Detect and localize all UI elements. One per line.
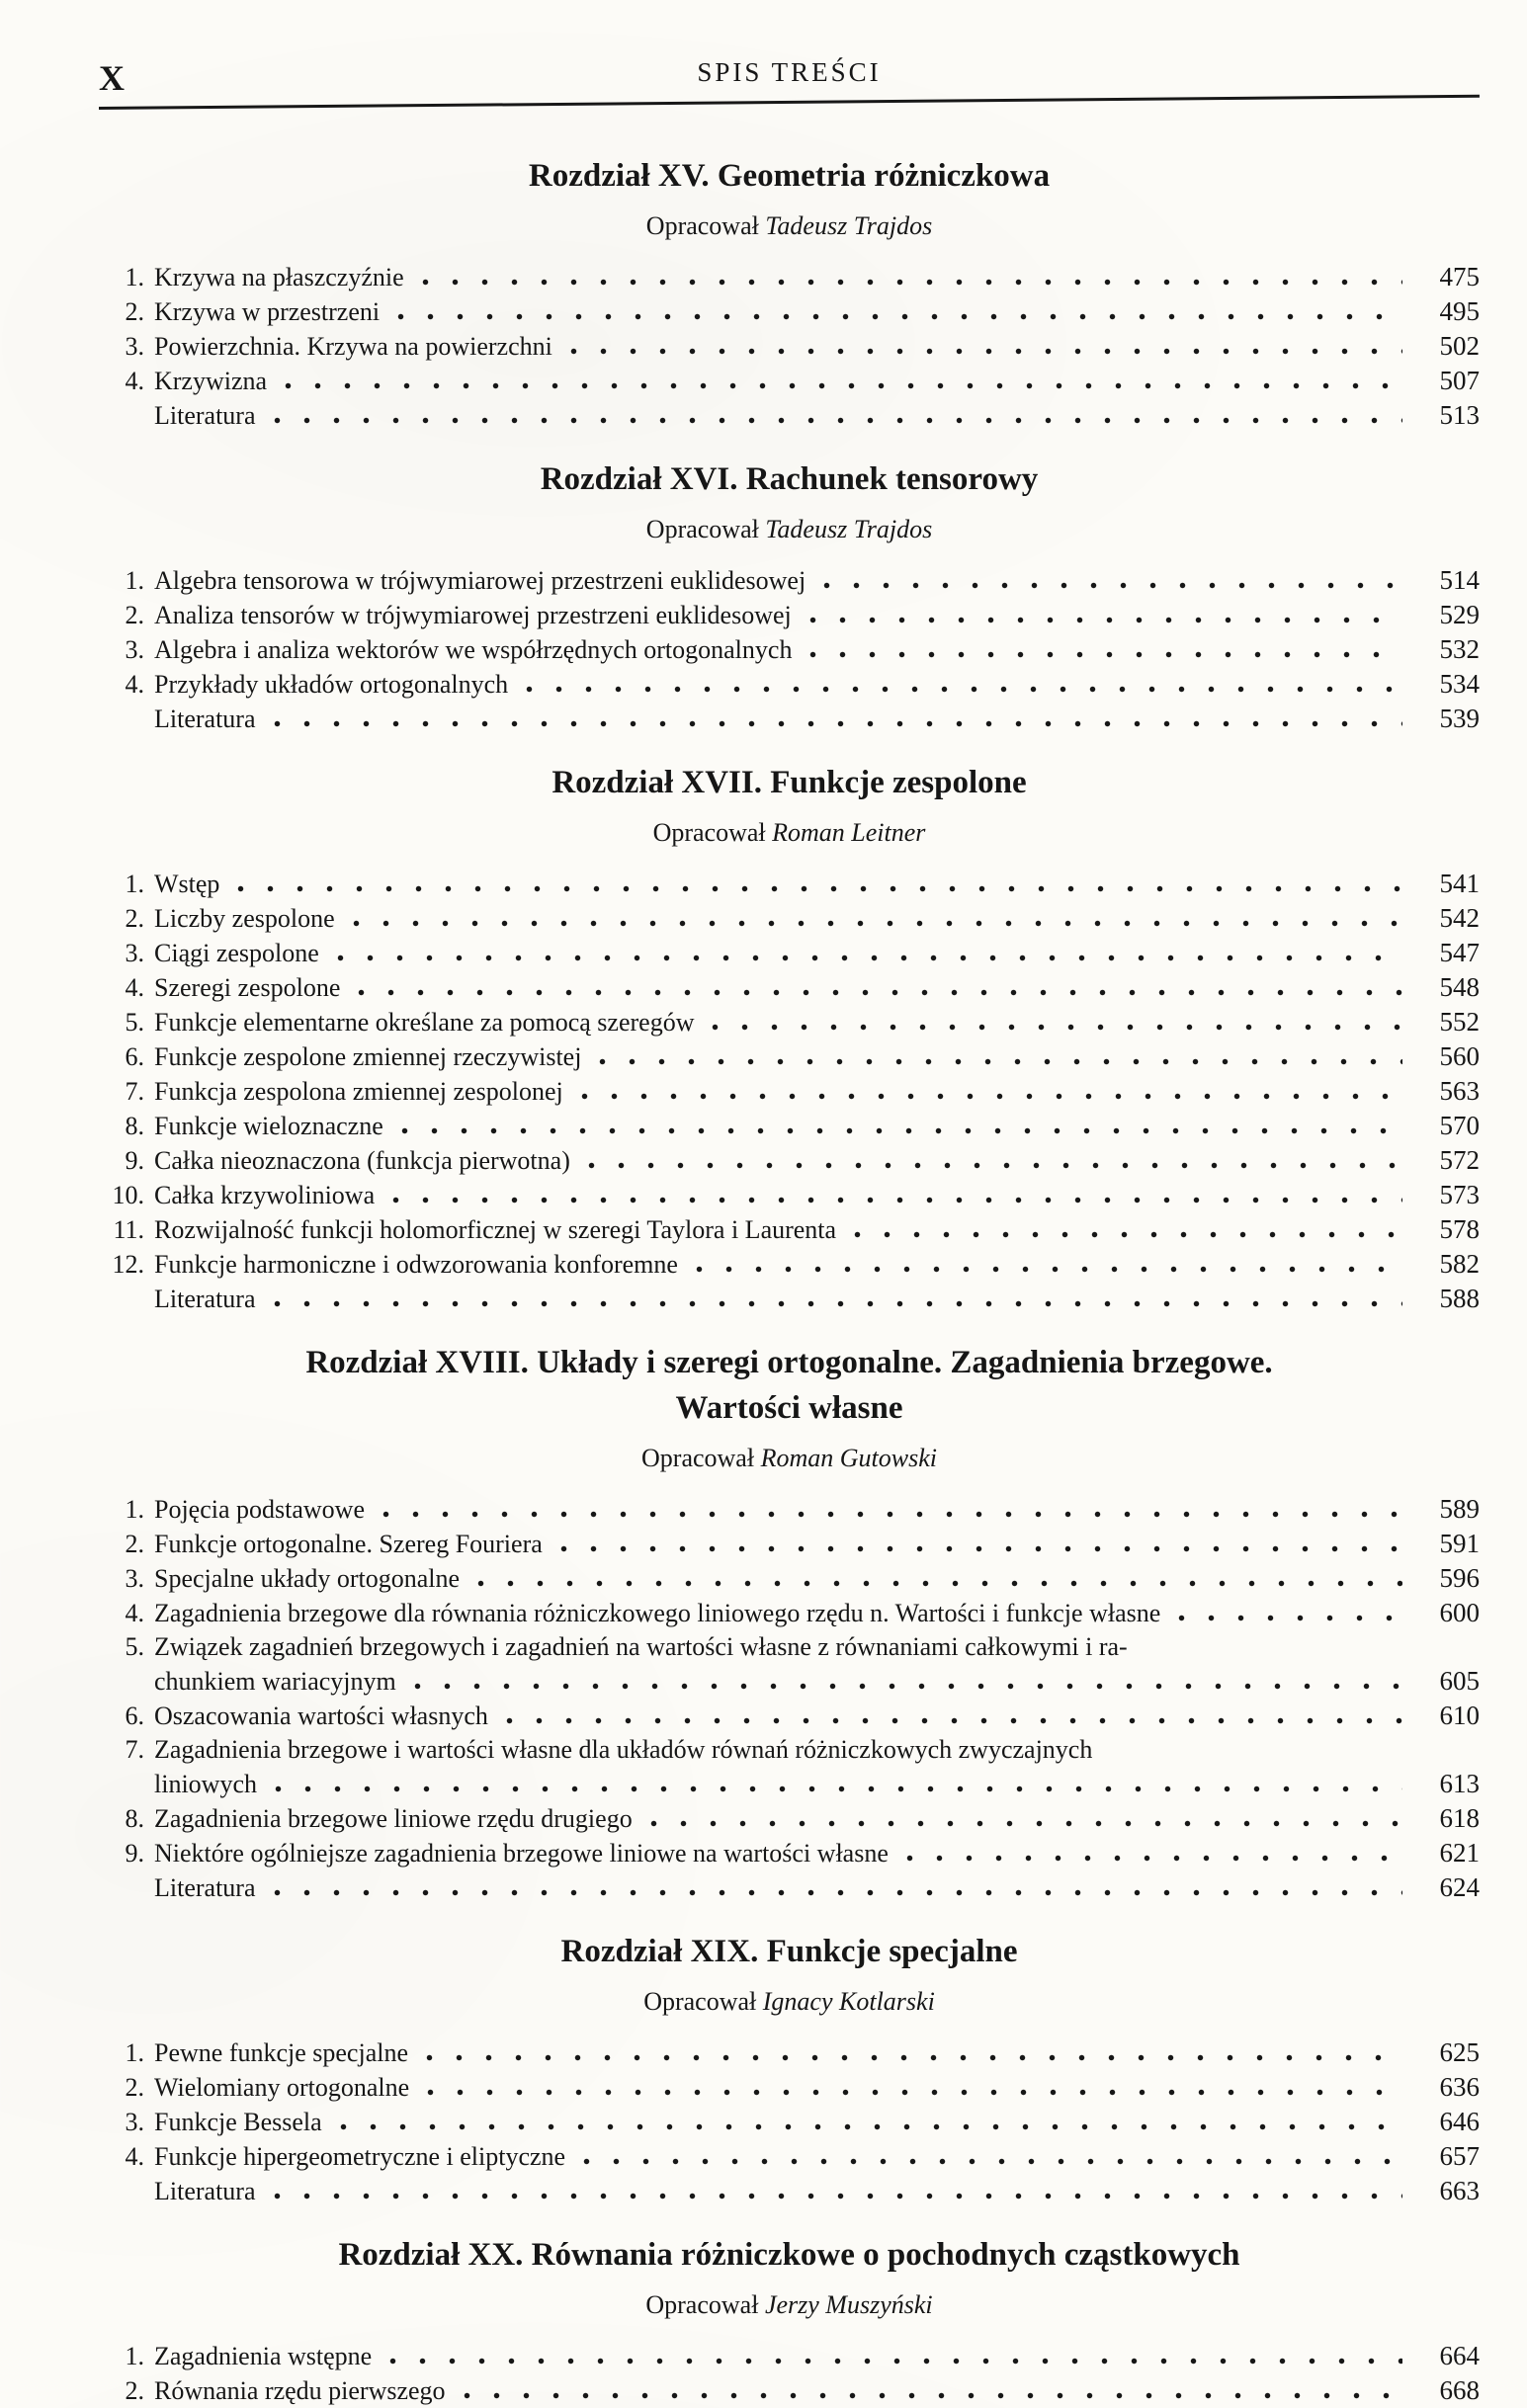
entry-title: Specjalne układy ortogonalne	[154, 1564, 461, 1593]
entry-page-number: 613	[1439, 1769, 1480, 1798]
author-prefix-label: Opracował	[645, 211, 766, 240]
dot-leader	[381, 1511, 1402, 1518]
entry-page-number: 591	[1439, 1529, 1480, 1558]
dot-leader	[395, 313, 1402, 320]
chapter-author	[99, 1987, 1480, 2017]
dot-leader	[283, 382, 1402, 389]
entry-page-number: 542	[1439, 903, 1480, 933]
entry-page-number: 573	[1439, 1180, 1480, 1209]
toc-entry-line	[99, 936, 1480, 970]
toc-entry	[99, 1801, 1480, 1836]
entry-title: Oszacowania wartości własnych	[154, 1702, 488, 1730]
entry-page-number: 657	[1439, 2141, 1480, 2171]
author-prefix-label: Opracował	[645, 515, 766, 543]
dot-leader	[1176, 1615, 1402, 1621]
entry-number: 4.	[125, 1599, 144, 1627]
entry-number: 8.	[125, 1112, 144, 1140]
entry-page-number: 618	[1439, 1803, 1480, 1833]
toc-entry	[99, 632, 1480, 667]
entry-number: 8.	[125, 1804, 144, 1833]
entry-title: Związek zagadnień brzegowych i zagadnień na wartości własne z równaniami całkowymi i ra-	[154, 1632, 1128, 1661]
toc-entry-line	[99, 867, 1480, 901]
entry-page-number: 495	[1439, 296, 1480, 326]
toc-entry-line	[99, 1801, 1480, 1836]
entry-title: Literatura	[154, 1873, 256, 1902]
toc-entry	[99, 1005, 1480, 1039]
entry-title: Funkcje elementarne określane za pomocą szeregów	[154, 1008, 695, 1037]
toc-entry-line	[99, 1596, 1480, 1630]
toc-entry	[99, 2373, 1480, 2408]
toc-entry-line	[99, 1074, 1480, 1109]
dot-leader	[475, 1580, 1402, 1587]
toc-entry-line	[99, 364, 1480, 398]
entry-title: Analiza tensorów w trójwymiarowej przestrzeni euklidesowej	[154, 601, 792, 629]
dot-leader	[420, 279, 1402, 286]
entry-page-number: 507	[1439, 366, 1480, 395]
entry-title: Liczby zespolone	[154, 904, 335, 933]
toc-entry-line	[99, 901, 1480, 936]
entry-number: 1.	[125, 566, 144, 595]
toc-entry-line	[99, 632, 1480, 667]
chapter-author	[99, 1444, 1480, 1473]
toc-entry-line	[99, 2174, 1480, 2208]
dot-leader	[586, 1162, 1402, 1169]
header-rule	[99, 95, 1480, 110]
author-name: Jerzy Muszyński	[764, 2290, 933, 2319]
chapter-entries	[99, 260, 1480, 433]
dot-leader	[710, 1024, 1402, 1031]
entry-title: Zagadnienia brzegowe i wartości własne dla układów równań różniczkowych zwyczajnych	[154, 1735, 1093, 1764]
entry-page-number: 600	[1439, 1598, 1480, 1627]
dot-leader	[581, 2158, 1402, 2165]
entry-page-number: 664	[1439, 2341, 1480, 2370]
entry-title: liniowych	[154, 1770, 257, 1798]
chapter-author	[99, 818, 1480, 848]
entry-page-number: 646	[1439, 2107, 1480, 2136]
entry-number: 1.	[125, 1495, 144, 1524]
page-header	[99, 51, 1480, 98]
entry-title: Całka nieoznaczona (funkcja pierwotna)	[154, 1146, 570, 1175]
chapter-title-line1: Rozdział XVII. Funkcje zespolone	[551, 765, 1027, 800]
dot-leader	[568, 348, 1402, 355]
author-name: Roman Leitner	[772, 818, 926, 847]
dot-leader	[524, 686, 1402, 693]
entry-title: Algebra i analiza wektorów we współrzędnych ortogonalnych	[154, 635, 793, 664]
dot-leader	[351, 920, 1402, 927]
entry-number: 2.	[125, 2376, 144, 2405]
dot-leader	[807, 651, 1402, 658]
dot-leader	[387, 2358, 1402, 2365]
chapter-author	[99, 515, 1480, 544]
entry-page-number: 563	[1439, 1076, 1480, 1106]
toc-entry-line	[99, 1039, 1480, 1074]
author-name: Tadeusz Trajdos	[765, 515, 933, 543]
entry-title: Funkcje zespolone zmiennej rzeczywistej	[154, 1042, 582, 1071]
entry-title: Literatura	[154, 705, 256, 733]
entry-number: 11.	[113, 1215, 144, 1244]
toc-entry	[99, 260, 1480, 294]
entry-number: 1.	[125, 263, 144, 291]
toc-entry-line	[99, 294, 1480, 329]
toc-entry	[99, 563, 1480, 598]
toc-entry-line	[99, 1212, 1480, 1247]
author-prefix-label: Opracował	[652, 818, 773, 847]
entry-page-number: 605	[1439, 1666, 1480, 1696]
entry-title: Literatura	[154, 401, 256, 430]
toc-entry	[99, 2174, 1480, 2208]
entry-title: Zagadnienia wstępne	[154, 2342, 373, 2370]
entry-number: 2.	[125, 1530, 144, 1558]
dot-leader	[273, 1785, 1402, 1792]
toc-entry	[99, 2339, 1480, 2373]
entry-title: chunkiem wariacyjnym	[154, 1667, 396, 1696]
toc-entry	[99, 1630, 1480, 1699]
toc-entry	[99, 901, 1480, 936]
chapters-list	[99, 153, 1480, 2408]
chapter-title	[99, 153, 1480, 199]
toc-entry-line	[99, 2035, 1480, 2070]
entry-number: 2.	[125, 2073, 144, 2102]
entry-page-number: 621	[1439, 1838, 1480, 1868]
dot-leader	[852, 1231, 1402, 1238]
toc-entry	[99, 1870, 1480, 1905]
entry-title: Powierzchnia. Krzywa na powierzchni	[154, 332, 552, 361]
running-head: SPIS TREŚCI	[697, 57, 882, 87]
entry-title: Szeregi zespolone	[154, 973, 341, 1002]
entry-number: 5.	[125, 1008, 144, 1037]
dot-leader	[462, 2392, 1402, 2399]
toc-entry-line	[99, 1109, 1480, 1143]
entry-title: Funkcje Bessela	[154, 2108, 322, 2136]
chapter-section	[99, 760, 1480, 1316]
toc-entry	[99, 970, 1480, 1005]
toc-entry-line	[99, 1143, 1480, 1178]
entry-title: Równania rzędu pierwszego	[154, 2376, 446, 2405]
dot-leader	[504, 1717, 1402, 1724]
toc-entry	[99, 702, 1480, 736]
entry-page-number: 578	[1439, 1214, 1480, 1244]
toc-entry	[99, 867, 1480, 901]
author-name: Roman Gutowski	[760, 1444, 937, 1472]
toc-entry-line	[99, 1767, 1480, 1801]
entry-number: 3.	[125, 635, 144, 664]
entry-number: 9.	[125, 1839, 144, 1868]
toc-entry-line	[99, 1699, 1480, 1733]
toc-entry	[99, 1109, 1480, 1143]
entry-page-number: 582	[1439, 1249, 1480, 1279]
entry-title: Wstęp	[154, 870, 220, 898]
toc-entry-line	[99, 2070, 1480, 2105]
entry-number: 3.	[125, 1564, 144, 1593]
entry-number: 3.	[125, 939, 144, 967]
entry-page-number: 475	[1439, 262, 1480, 291]
chapter-title	[99, 1340, 1480, 1431]
entry-page-number: 589	[1439, 1494, 1480, 1524]
entry-number: 1.	[125, 2038, 144, 2067]
chapter-title-line2: Wartości własne	[675, 1390, 903, 1426]
entry-title: Ciągi zespolone	[154, 939, 319, 967]
dot-leader	[904, 1855, 1402, 1862]
dot-leader	[558, 1545, 1402, 1552]
toc-entry-line	[99, 2139, 1480, 2174]
toc-entry	[99, 936, 1480, 970]
toc-entry-line	[99, 667, 1480, 702]
entry-page-number: 668	[1439, 2375, 1480, 2405]
entry-title: Pojęcia podstawowe	[154, 1495, 366, 1524]
chapter-author	[99, 2290, 1480, 2320]
entry-page-number: 560	[1439, 1041, 1480, 1071]
author-name: Tadeusz Trajdos	[765, 211, 933, 240]
chapter-title-line1: Rozdział XIX. Funkcje specjalne	[560, 1934, 1018, 1969]
toc-entry-line	[99, 1561, 1480, 1596]
entry-title: Przykłady układów ortogonalnych	[154, 670, 509, 699]
chapter-section	[99, 1340, 1480, 1905]
toc-entry-line	[99, 398, 1480, 433]
chapter-title-line1: Rozdział XVI. Rachunek tensorowy	[540, 461, 1039, 497]
toc-entry	[99, 1074, 1480, 1109]
chapter-title	[99, 760, 1480, 805]
entry-page-number: 552	[1439, 1007, 1480, 1037]
author-prefix-label: Opracował	[641, 1444, 761, 1472]
entry-number: 10.	[112, 1181, 144, 1209]
entry-page-number: 513	[1439, 400, 1480, 430]
toc-entry	[99, 1733, 1480, 1801]
toc-entry	[99, 1836, 1480, 1870]
toc-entry	[99, 2139, 1480, 2174]
toc-entry	[99, 1212, 1480, 1247]
chapter-section	[99, 2232, 1480, 2408]
entry-title: Krzywa na płaszczyźnie	[154, 263, 404, 291]
toc-entry-line	[99, 260, 1480, 294]
chapter-title-line1: Rozdział XV. Geometria różniczkowa	[528, 158, 1051, 194]
toc-entry-line	[99, 563, 1480, 598]
toc-entry	[99, 1527, 1480, 1561]
toc-entry	[99, 398, 1480, 433]
chapter-entries	[99, 2035, 1480, 2208]
entry-page-number: 588	[1439, 1284, 1480, 1313]
toc-entry-line	[99, 2339, 1480, 2373]
chapter-entries	[99, 867, 1480, 1316]
chapter-entries	[99, 1492, 1480, 1905]
toc-entry	[99, 1247, 1480, 1282]
toc-entry-line	[99, 1247, 1480, 1282]
toc-entry	[99, 294, 1480, 329]
entry-number: 5.	[125, 1632, 144, 1661]
chapter-title	[99, 1929, 1480, 1974]
entry-number: 9.	[125, 1146, 144, 1175]
dot-leader	[694, 1266, 1402, 1273]
entry-title: Pewne funkcje specjalne	[154, 2038, 409, 2067]
entry-title: Funkcja zespolona zmiennej zespolonej	[154, 1077, 563, 1106]
dot-leader	[425, 2089, 1402, 2096]
dot-leader	[335, 955, 1402, 961]
toc-entry-line	[99, 1870, 1480, 1905]
entry-number: 6.	[125, 1702, 144, 1730]
entry-number: 2.	[125, 904, 144, 933]
chapter-title	[99, 2232, 1480, 2278]
chapter-author	[99, 211, 1480, 241]
entry-page-number: 532	[1439, 634, 1480, 664]
entry-number: 4.	[125, 670, 144, 699]
dot-leader	[399, 1127, 1402, 1134]
entry-title: Funkcje hipergeometryczne i eliptyczne	[154, 2142, 566, 2171]
entry-page-number: 572	[1439, 1145, 1480, 1175]
entry-page-number: 548	[1439, 972, 1480, 1002]
toc-entry	[99, 1143, 1480, 1178]
author-prefix-label: Opracował	[643, 1987, 763, 2016]
toc-entry	[99, 1699, 1480, 1733]
chapter-entries	[99, 2339, 1480, 2408]
entry-number: 3.	[125, 2108, 144, 2136]
entry-number: 1.	[125, 870, 144, 898]
chapter-section	[99, 1929, 1480, 2208]
entry-title: Krzywizna	[154, 367, 268, 395]
toc-entry	[99, 2070, 1480, 2105]
chapter-title-line1: Rozdział XVIII. Układy i szeregi ortogonalne. Zagadnienia brzegowe.	[305, 1345, 1273, 1380]
toc-entry	[99, 2105, 1480, 2139]
entry-number: 4.	[125, 367, 144, 395]
entry-title: Zagadnienia brzegowe liniowe rzędu drugiego	[154, 1804, 633, 1833]
toc-entry	[99, 364, 1480, 398]
entry-number: 7.	[125, 1077, 144, 1106]
toc-entry-line	[99, 970, 1480, 1005]
entry-page-number: 624	[1439, 1872, 1480, 1902]
entry-page-number: 610	[1439, 1701, 1480, 1730]
toc-entry-line	[99, 1836, 1480, 1870]
dot-leader	[272, 720, 1403, 727]
entry-title: Niektóre ogólniejsze zagadnienia brzegowe liniowe na wartości własne	[154, 1839, 889, 1868]
entry-title: Funkcje ortogonalne. Szereg Fouriera	[154, 1530, 543, 1558]
dot-leader	[412, 1683, 1402, 1690]
entry-number: 2.	[125, 601, 144, 629]
dot-leader	[821, 582, 1402, 589]
entry-title: Funkcje wieloznaczne	[154, 1112, 383, 1140]
dot-leader	[807, 617, 1402, 623]
dot-leader	[424, 2054, 1402, 2061]
author-name: Ignacy Kotlarski	[762, 1987, 935, 2016]
entry-title: Literatura	[154, 2177, 256, 2205]
toc-entry	[99, 1596, 1480, 1630]
entry-page-number: 502	[1439, 331, 1480, 361]
entry-number: 4.	[125, 2142, 144, 2171]
entry-title: Całka krzywoliniowa	[154, 1181, 376, 1209]
entry-page-number: 541	[1439, 869, 1480, 898]
entry-title: Literatura	[154, 1285, 256, 1313]
dot-leader	[356, 989, 1402, 996]
toc-entry-line	[99, 2105, 1480, 2139]
dot-leader	[579, 1093, 1402, 1100]
entry-page-number: 596	[1439, 1563, 1480, 1593]
toc-entry-line	[99, 1733, 1480, 1767]
page-number: X	[99, 58, 126, 98]
toc-entry-line	[99, 1178, 1480, 1212]
entry-page-number: 547	[1439, 938, 1480, 967]
dot-leader	[648, 1820, 1402, 1827]
toc-entry-line	[99, 1630, 1480, 1664]
dot-leader	[272, 1300, 1403, 1307]
chapter-section	[99, 457, 1480, 736]
entry-page-number: 514	[1439, 565, 1480, 595]
entry-page-number: 529	[1439, 600, 1480, 629]
entry-page-number: 570	[1439, 1111, 1480, 1140]
toc-entry-line	[99, 1664, 1480, 1699]
entry-number: 4.	[125, 973, 144, 1002]
toc-entry	[99, 1178, 1480, 1212]
toc-entry	[99, 598, 1480, 632]
toc-entry-line	[99, 1282, 1480, 1316]
toc-entry-line	[99, 1527, 1480, 1561]
author-prefix-label: Opracował	[645, 2290, 765, 2319]
entry-page-number: 625	[1439, 2037, 1480, 2067]
chapter-title-line1: Rozdział XX. Równania różniczkowe o pochodnych cząstkowych	[338, 2237, 1240, 2273]
toc-entry-line	[99, 2373, 1480, 2408]
dot-leader	[272, 417, 1403, 424]
entry-page-number: 663	[1439, 2176, 1480, 2205]
entry-number: 6.	[125, 1042, 144, 1071]
chapter-section	[99, 153, 1480, 433]
dot-leader	[597, 1058, 1402, 1065]
dot-leader	[272, 1889, 1403, 1896]
entry-number: 3.	[125, 332, 144, 361]
toc-entry-line	[99, 702, 1480, 736]
toc-entry	[99, 1492, 1480, 1527]
entry-page-number: 534	[1439, 669, 1480, 699]
entry-number: 7.	[125, 1735, 144, 1764]
toc-entry	[99, 1282, 1480, 1316]
dot-leader	[235, 885, 1402, 892]
chapter-entries	[99, 563, 1480, 736]
dot-leader	[272, 2193, 1403, 2200]
entry-title: Funkcje harmoniczne i odwzorowania konforemne	[154, 1250, 678, 1279]
toc-entry	[99, 2035, 1480, 2070]
entry-title: Rozwijalność funkcji holomorficznej w szeregi Taylora i Laurenta	[154, 1215, 837, 1244]
entry-number: 2.	[125, 297, 144, 326]
entry-title: Krzywa w przestrzeni	[154, 297, 381, 326]
toc-entry-line	[99, 1005, 1480, 1039]
entry-number: 12.	[112, 1250, 144, 1279]
entry-title: Algebra tensorowa w trójwymiarowej przestrzeni euklidesowej	[154, 566, 806, 595]
toc-entry	[99, 329, 1480, 364]
toc-entry	[99, 667, 1480, 702]
chapter-title	[99, 457, 1480, 502]
dot-leader	[338, 2123, 1402, 2130]
dot-leader	[390, 1197, 1402, 1204]
entry-title: Wielomiany ortogonalne	[154, 2073, 410, 2102]
entry-number: 1.	[125, 2342, 144, 2370]
toc-entry-line	[99, 329, 1480, 364]
entry-title: Zagadnienia brzegowe dla równania różniczkowego liniowego rzędu n. Wartości i funkcje własne	[154, 1599, 1161, 1627]
toc-entry-line	[99, 1492, 1480, 1527]
toc-entry-line	[99, 598, 1480, 632]
entry-page-number: 539	[1439, 704, 1480, 733]
toc-entry	[99, 1039, 1480, 1074]
entry-page-number: 636	[1439, 2072, 1480, 2102]
toc-entry	[99, 1561, 1480, 1596]
